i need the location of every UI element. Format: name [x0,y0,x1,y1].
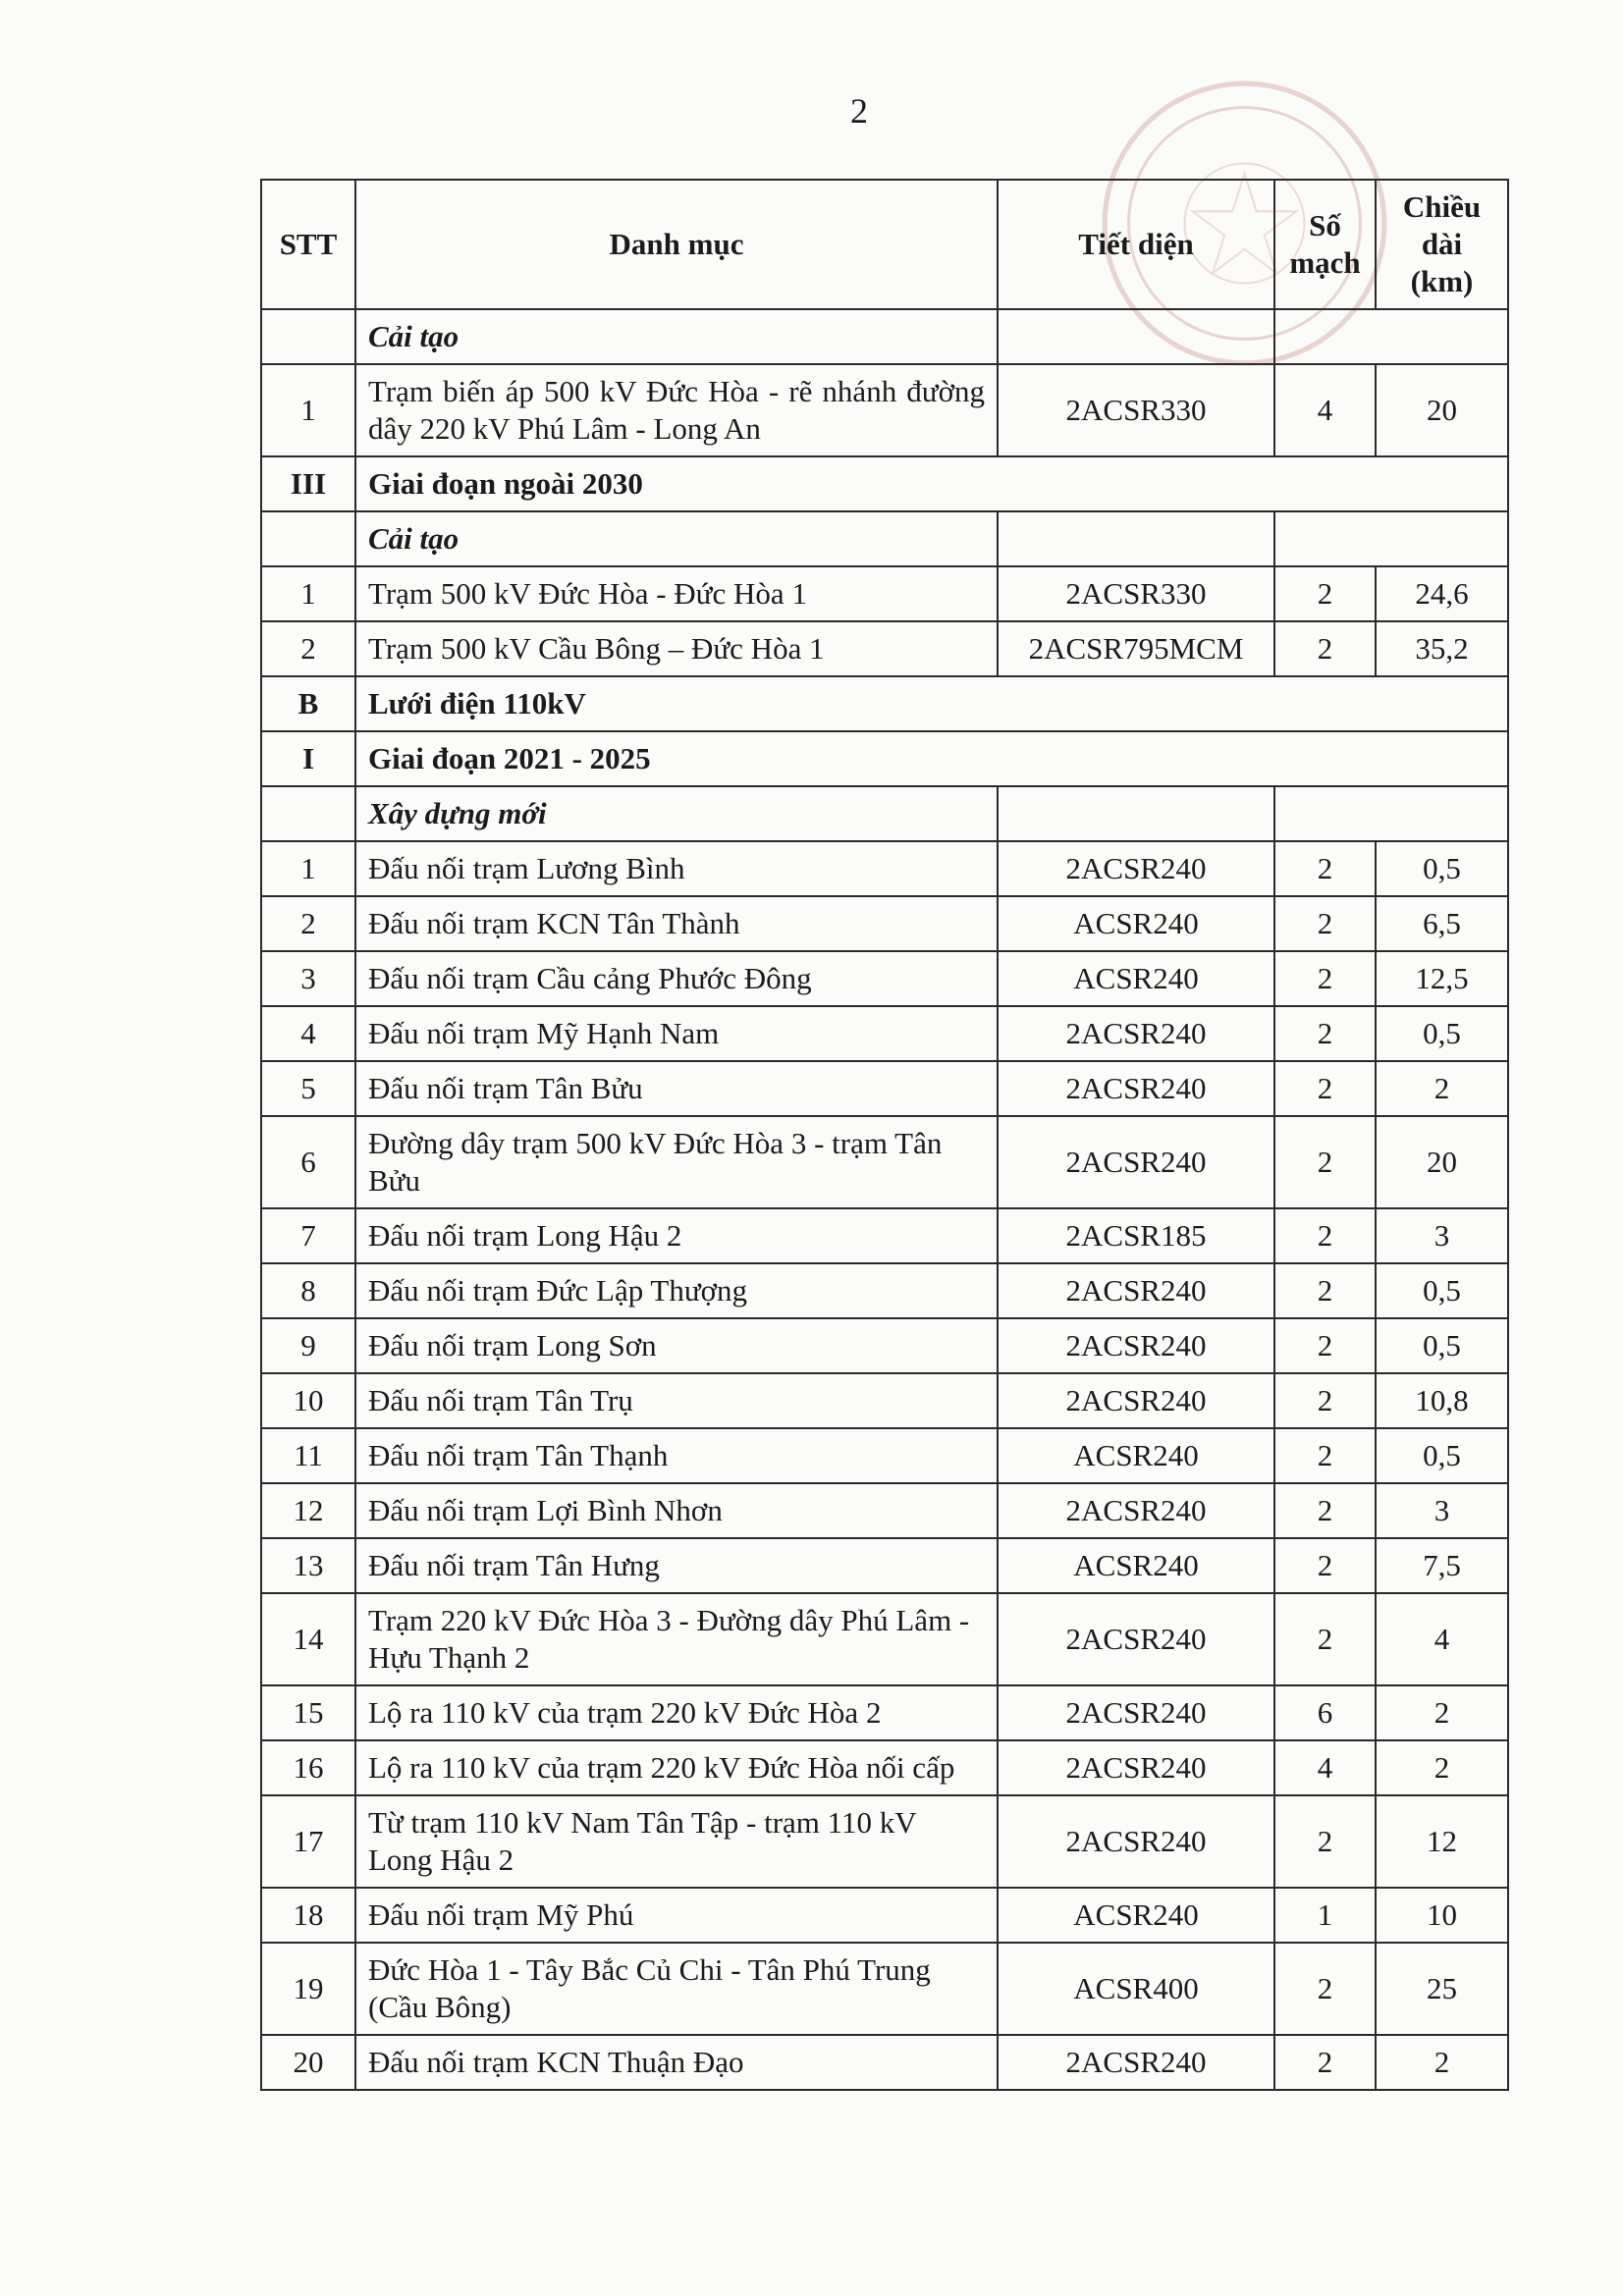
row-category: Đấu nối trạm Long Hậu 2 [355,1208,998,1263]
row-category: Đấu nối trạm KCN Tân Thành [355,896,998,951]
row-length: 6,5 [1376,896,1508,951]
table-row [261,1318,1508,1373]
row-length: 35,2 [1376,621,1508,676]
row-length: 2 [1376,1061,1508,1116]
row-length: 24,6 [1376,566,1508,621]
row-length: 2 [1376,1740,1508,1795]
row-category: Đấu nối trạm Mỹ Hạnh Nam [355,1006,998,1061]
transmission-line-table [260,179,1509,2091]
row-category: Lộ ra 110 kV của trạm 220 kV Đức Hòa nối cấp [355,1740,998,1795]
subsection-title: Xây dựng mới [355,786,998,841]
row-stt: 1 [261,364,355,456]
row-cross-section: 2ACSR240 [998,1593,1274,1685]
subsection-empty [1274,511,1508,566]
row-category: Lộ ra 110 kV của trạm 220 kV Đức Hòa 2 [355,1685,998,1740]
group-heading-row [261,676,1508,731]
row-stt: 16 [261,1740,355,1795]
row-stt: 10 [261,1373,355,1428]
row-cross-section: 2ACSR240 [998,841,1274,896]
table-header-row [261,180,1508,309]
subsection-title: Cải tạo [355,511,998,566]
row-length: 12,5 [1376,951,1508,1006]
table-row [261,621,1508,676]
row-stt: 20 [261,2035,355,2090]
subsection-stt [261,309,355,364]
row-circuits: 2 [1274,951,1376,1006]
row-circuits: 2 [1274,1428,1376,1483]
row-length: 20 [1376,1116,1508,1208]
row-circuits: 2 [1274,1593,1376,1685]
header-cross-section: Tiết diện [998,180,1274,309]
row-cross-section: ACSR400 [998,1943,1274,2035]
row-circuits: 2 [1274,1943,1376,2035]
row-circuits: 2 [1274,1263,1376,1318]
row-length: 12 [1376,1795,1508,1888]
table-row [261,2035,1508,2090]
subsection-stt [261,511,355,566]
subsection-empty-section [998,309,1274,364]
row-cross-section: ACSR240 [998,1428,1274,1483]
row-stt: 11 [261,1428,355,1483]
row-cross-section: 2ACSR240 [998,1318,1274,1373]
row-category: Đấu nối trạm Tân Bửu [355,1061,998,1116]
row-length: 4 [1376,1593,1508,1685]
row-stt: 3 [261,951,355,1006]
row-category: Đấu nối trạm Mỹ Phú [355,1888,998,1943]
table-row [261,1538,1508,1593]
row-category: Đường dây trạm 500 kV Đức Hòa 3 - trạm Tân Bửu [355,1116,998,1208]
row-circuits: 2 [1274,2035,1376,2090]
row-cross-section: 2ACSR240 [998,1483,1274,1538]
row-stt: 18 [261,1888,355,1943]
table-row [261,1116,1508,1208]
subsection-empty-section [998,786,1274,841]
row-cross-section: 2ACSR240 [998,1116,1274,1208]
row-cross-section: 2ACSR185 [998,1208,1274,1263]
table-row [261,1006,1508,1061]
header-stt: STT [261,180,355,309]
subsection-row [261,511,1508,566]
group-stt: B [261,676,355,731]
row-cross-section: ACSR240 [998,1888,1274,1943]
row-cross-section: 2ACSR795MCM [998,621,1274,676]
row-category: Trạm biến áp 500 kV Đức Hòa - rẽ nhánh đường dây 220 kV Phú Lâm - Long An [355,364,998,456]
row-circuits: 4 [1274,364,1376,456]
row-cross-section: ACSR240 [998,951,1274,1006]
table-row [261,1740,1508,1795]
row-length: 3 [1376,1208,1508,1263]
group-stt: I [261,731,355,786]
row-cross-section: 2ACSR240 [998,1685,1274,1740]
page-number: 2 [850,91,868,131]
table-row [261,364,1508,456]
table-row [261,1483,1508,1538]
row-stt: 6 [261,1116,355,1208]
row-stt: 13 [261,1538,355,1593]
row-length: 7,5 [1376,1538,1508,1593]
header-category: Danh mục [355,180,998,309]
group-title: Lưới điện 110kV [355,676,1508,731]
row-stt: 12 [261,1483,355,1538]
row-circuits: 2 [1274,1795,1376,1888]
row-category: Đấu nối trạm Long Sơn [355,1318,998,1373]
subsection-empty-section [998,511,1274,566]
group-heading-row [261,456,1508,511]
table-row [261,1208,1508,1263]
row-circuits: 2 [1274,896,1376,951]
row-circuits: 2 [1274,1318,1376,1373]
row-stt: 4 [261,1006,355,1061]
row-circuits: 6 [1274,1685,1376,1740]
table-row [261,1795,1508,1888]
row-category: Trạm 500 kV Cầu Bông – Đức Hòa 1 [355,621,998,676]
row-stt: 2 [261,896,355,951]
row-length: 3 [1376,1483,1508,1538]
row-cross-section: 2ACSR240 [998,1373,1274,1428]
subsection-title: Cải tạo [355,309,998,364]
group-title: Giai đoạn 2021 - 2025 [355,731,1508,786]
row-category: Đấu nối trạm Lợi Bình Nhơn [355,1483,998,1538]
row-category: Đấu nối trạm KCN Thuận Đạo [355,2035,998,2090]
row-stt: 15 [261,1685,355,1740]
row-category: Đấu nối trạm Tân Trụ [355,1373,998,1428]
row-length: 0,5 [1376,1006,1508,1061]
row-length: 0,5 [1376,841,1508,896]
row-circuits: 4 [1274,1740,1376,1795]
row-circuits: 2 [1274,621,1376,676]
row-length: 0,5 [1376,1263,1508,1318]
group-title: Giai đoạn ngoài 2030 [355,456,1508,511]
row-cross-section: 2ACSR330 [998,566,1274,621]
row-circuits: 2 [1274,1538,1376,1593]
row-category: Từ trạm 110 kV Nam Tân Tập - trạm 110 kV Long Hậu 2 [355,1795,998,1888]
row-cross-section: 2ACSR240 [998,1263,1274,1318]
row-stt: 17 [261,1795,355,1888]
row-category: Đấu nối trạm Đức Lập Thượng [355,1263,998,1318]
row-cross-section: ACSR240 [998,896,1274,951]
row-cross-section: 2ACSR240 [998,1795,1274,1888]
subsection-empty [1274,786,1508,841]
row-length: 10,8 [1376,1373,1508,1428]
table-row [261,1888,1508,1943]
table-row [261,1428,1508,1483]
row-circuits: 2 [1274,841,1376,896]
row-cross-section: 2ACSR240 [998,1061,1274,1116]
table-body [261,309,1508,2090]
row-category: Trạm 220 kV Đức Hòa 3 - Đường dây Phú Lâm - Hựu Thạnh 2 [355,1593,998,1685]
row-circuits: 2 [1274,1483,1376,1538]
row-length: 0,5 [1376,1318,1508,1373]
table-row [261,566,1508,621]
row-cross-section: ACSR240 [998,1538,1274,1593]
row-circuits: 2 [1274,1116,1376,1208]
subsection-row [261,309,1508,364]
table-row [261,1943,1508,2035]
row-circuits: 2 [1274,1061,1376,1116]
row-length: 2 [1376,1685,1508,1740]
row-circuits: 2 [1274,1208,1376,1263]
row-cross-section: 2ACSR330 [998,364,1274,456]
subsection-empty [1274,309,1508,364]
table-row [261,1685,1508,1740]
row-circuits: 2 [1274,1006,1376,1061]
table-row [261,951,1508,1006]
row-stt: 14 [261,1593,355,1685]
row-stt: 19 [261,1943,355,2035]
row-cross-section: 2ACSR240 [998,1740,1274,1795]
row-length: 0,5 [1376,1428,1508,1483]
row-stt: 2 [261,621,355,676]
row-circuits: 2 [1274,566,1376,621]
row-stt: 7 [261,1208,355,1263]
row-stt: 9 [261,1318,355,1373]
row-circuits: 1 [1274,1888,1376,1943]
row-cross-section: 2ACSR240 [998,1006,1274,1061]
row-category: Đấu nối trạm Tân Thạnh [355,1428,998,1483]
row-circuits: 2 [1274,1373,1376,1428]
row-category: Đấu nối trạm Cầu cảng Phước Đông [355,951,998,1006]
header-length: Chiều dài (km) [1376,180,1508,309]
row-length: 25 [1376,1943,1508,2035]
table-row [261,896,1508,951]
row-category: Đấu nối trạm Tân Hưng [355,1538,998,1593]
row-length: 2 [1376,2035,1508,2090]
row-stt: 5 [261,1061,355,1116]
row-category: Trạm 500 kV Đức Hòa - Đức Hòa 1 [355,566,998,621]
table-row [261,1593,1508,1685]
subsection-row [261,786,1508,841]
row-cross-section: 2ACSR240 [998,2035,1274,2090]
table-row [261,1373,1508,1428]
table-row [261,841,1508,896]
row-stt: 8 [261,1263,355,1318]
row-stt: 1 [261,841,355,896]
row-length: 10 [1376,1888,1508,1943]
group-stt: III [261,456,355,511]
header-circuits: Số mạch [1274,180,1376,309]
table-row [261,1263,1508,1318]
row-category: Đức Hòa 1 - Tây Bắc Củ Chi - Tân Phú Trung (Cầu Bông) [355,1943,998,2035]
subsection-stt [261,786,355,841]
row-length: 20 [1376,364,1508,456]
row-stt: 1 [261,566,355,621]
table-row [261,1061,1508,1116]
group-heading-row [261,731,1508,786]
row-category: Đấu nối trạm Lương Bình [355,841,998,896]
